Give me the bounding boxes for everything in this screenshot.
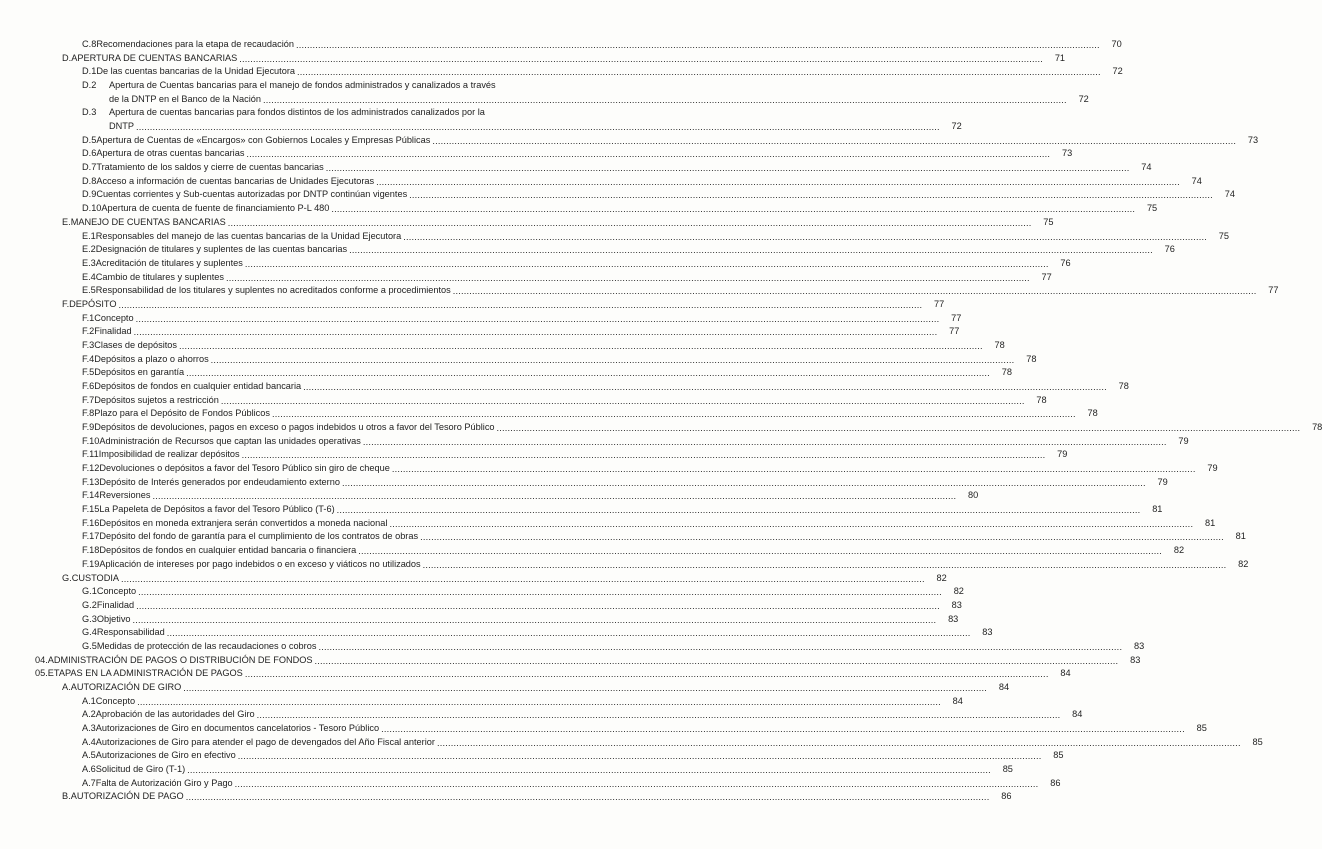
- toc-entry-page: 81: [1235, 531, 1246, 542]
- toc-entry: [82, 749, 1064, 761]
- toc-entry: [82, 175, 1202, 187]
- dot-leader: [297, 66, 1101, 76]
- toc-entry-page: 70: [1111, 39, 1122, 49]
- toc-entry: [82, 695, 963, 707]
- toc-entry-title: Depósito del fondo de garantía para el cumplimiento de los contratos de obras: [99, 531, 419, 542]
- toc-entry-page: 73: [1247, 134, 1259, 145]
- dot-leader: [226, 272, 1030, 282]
- toc-entry-code: 04.: [35, 654, 48, 665]
- dot-leader: [235, 778, 1039, 788]
- toc-entry: [82, 708, 1083, 720]
- toc-entry-code: 05.: [35, 668, 48, 679]
- dot-leader: [245, 258, 1049, 268]
- toc-entry-page: 75: [1218, 230, 1229, 241]
- toc-entry-code: B.: [62, 791, 71, 802]
- toc-entry-title: Finalidad: [94, 326, 132, 337]
- toc-entry-title: Apertura de Cuentas de «Encargos» con Gobiernos Locales y Empresas Públicas: [96, 134, 431, 145]
- toc-entry-title: Plazo para el Depósito de Fondos Públicos: [94, 408, 270, 419]
- toc-entry: [82, 722, 1207, 734]
- toc-entry-code: G.1: [82, 586, 97, 597]
- toc-entry-code: F.13: [82, 476, 100, 487]
- toc-entry: [82, 339, 1005, 351]
- toc-entry: [82, 530, 1246, 542]
- toc-entry: [82, 284, 1279, 296]
- toc-entry-title: Devoluciones o depósitos a favor del Tesoro Público sin giro de cheque: [99, 463, 390, 474]
- toc-entry-page: 76: [1060, 257, 1071, 268]
- dot-leader: [453, 285, 1257, 295]
- toc-entry-page: 84: [1060, 668, 1071, 679]
- toc-entry: [82, 558, 1249, 570]
- toc-entry: [82, 271, 1052, 283]
- toc-entry-code: E.: [62, 216, 71, 227]
- toc-entry-page: 84: [952, 695, 963, 706]
- toc-entry-page: 78: [1026, 353, 1037, 364]
- dot-leader: [136, 121, 940, 131]
- toc-entry-page: 75: [1146, 203, 1158, 214]
- toc-entry: [82, 462, 1218, 474]
- toc-entry-title: AUTORIZACIÓN DE PAGO: [70, 791, 184, 802]
- toc-entry: [82, 134, 1259, 146]
- toc-entry-title: Reversiones: [99, 490, 151, 501]
- dot-leader: [211, 354, 1015, 364]
- toc-entry-title: AUTORIZACIÓN DE GIRO: [70, 681, 182, 692]
- dot-leader: [272, 408, 1076, 418]
- toc-entry-page: 83: [1130, 654, 1141, 665]
- toc-entry-title: Responsabilidad de los titulares y suplentes no acreditados conforme a procedimientos: [95, 285, 451, 296]
- toc-entry-title: Concepto: [95, 695, 136, 706]
- toc-entry-title: DNTP: [109, 121, 135, 132]
- dot-leader: [186, 367, 990, 377]
- toc-entry-title: MANEJO DE CUENTAS BANCARIAS: [70, 216, 226, 227]
- toc-entry-code: A.5: [82, 750, 96, 761]
- toc-entry-page: 74: [1224, 189, 1235, 200]
- toc-entry-title: Aplicación de intereses por pago indebidos o en exceso y viáticos no utilizados: [99, 558, 421, 569]
- toc-entry: [35, 667, 1071, 679]
- toc-entry-code: E.3: [82, 257, 96, 268]
- toc-entry-title: Autorizaciones de Giro para atender el pago de devengados del Año Fiscal anterior: [95, 736, 435, 747]
- toc-entry: [82, 407, 1098, 419]
- toc-entry-code: F.2: [82, 326, 95, 337]
- toc-entry-title: Apertura de cuentas bancarias para fondos distintos de los administrados canalizados por la: [109, 107, 485, 118]
- toc-entry-code: F.4: [82, 353, 95, 364]
- toc-entry-code: F.5: [82, 367, 95, 378]
- dot-leader: [239, 53, 1043, 63]
- toc-entry-title: APERTURA DE CUENTAS BANCARIAS: [71, 52, 238, 63]
- toc-entry-page: 73: [1061, 148, 1073, 159]
- toc-entry-title: Acceso a información de cuentas bancarias de Unidades Ejecutoras: [96, 175, 375, 186]
- toc-entry-page: 85: [1252, 736, 1263, 747]
- toc-entry-page: 86: [1050, 777, 1061, 788]
- toc-entry: [82, 435, 1189, 447]
- toc-entry-title: Objetivo: [96, 613, 131, 624]
- toc-entry-code: F.1: [82, 312, 95, 323]
- dot-leader: [136, 600, 940, 610]
- dot-leader: [392, 463, 1196, 473]
- dot-leader: [167, 627, 971, 637]
- toc-entry: [82, 380, 1129, 392]
- toc-entry-title: DEPÓSITO: [69, 298, 117, 309]
- toc-entry: [82, 640, 1145, 652]
- toc-entry-code: F.12: [82, 463, 100, 474]
- toc-entry-page: 85: [1196, 723, 1207, 733]
- toc-entry-code: D.9: [82, 189, 97, 200]
- toc-entry: [82, 38, 1122, 50]
- toc-entry-title: Acreditación de titulares y suplentes: [95, 257, 243, 268]
- dot-leader: [318, 641, 1122, 651]
- toc-entry: [82, 626, 993, 638]
- dot-leader: [138, 586, 942, 596]
- dot-leader: [376, 176, 1180, 186]
- dot-leader: [409, 189, 1213, 199]
- toc-entry-code: A.3: [82, 723, 96, 733]
- dot-leader: [245, 668, 1049, 678]
- toc-entry-page: 74: [1141, 162, 1152, 173]
- toc-entry: [82, 202, 1158, 214]
- toc-entry-title: Depósitos de devoluciones, pagos en exceso o pagos indebidos u otros a favor del Tesoro Público: [94, 422, 495, 433]
- toc-entry-code: F.8: [82, 408, 95, 419]
- toc-entry-page: 76: [1164, 244, 1175, 255]
- toc-entry: [82, 161, 1152, 173]
- toc-entry-code: D.3: [82, 107, 97, 118]
- toc-entry-title: ETAPAS EN LA ADMINISTRACIÓN DE PAGOS: [47, 668, 243, 679]
- toc-entry-title: Medidas de protección de las recaudaciones o cobros: [96, 640, 317, 651]
- toc-entry-title: Depósitos de fondos en cualquier entidad bancaria: [94, 381, 302, 391]
- toc-entry-title: CUSTODIA: [71, 572, 120, 583]
- toc-entry-code: A.4: [82, 736, 96, 747]
- toc-entry-title: Apertura de otras cuentas bancarias: [96, 148, 245, 159]
- toc-entry-title: Cambio de titulares y suplentes: [95, 271, 224, 282]
- toc-entry: [82, 230, 1229, 242]
- toc-entry: [82, 476, 1168, 488]
- dot-leader: [238, 750, 1042, 760]
- toc-entry: [82, 106, 560, 118]
- toc-entry-code: F.19: [82, 558, 100, 569]
- toc-entry-code: F.11: [82, 449, 99, 460]
- toc-entry: [82, 243, 1175, 255]
- toc-entry-code: G.2: [82, 599, 97, 610]
- toc-entry-page: 81: [1152, 504, 1163, 515]
- toc-entry-title: Recomendaciones para la etapa de recaudación: [96, 39, 294, 49]
- dot-leader: [183, 682, 987, 692]
- toc-entry: [82, 544, 1185, 556]
- toc-entry-code: D.: [62, 52, 72, 63]
- toc-entry-page: 77: [949, 326, 960, 337]
- dot-leader: [331, 203, 1135, 213]
- dot-leader: [381, 723, 1185, 733]
- toc-entry-page: 72: [951, 121, 962, 132]
- toc-entry-title: Concepto: [94, 312, 134, 323]
- toc-entry-page: 84: [1072, 709, 1083, 720]
- dot-leader: [137, 696, 941, 706]
- toc-entry: [62, 216, 1054, 228]
- dot-leader: [363, 436, 1167, 446]
- toc-entry-page: 72: [1112, 66, 1123, 77]
- toc-entry: [62, 572, 947, 584]
- dot-leader: [221, 395, 1025, 405]
- toc-entry-title: Concepto: [96, 586, 137, 597]
- toc-entry-page: 78: [1312, 422, 1322, 433]
- toc-entry-code: D.10: [82, 203, 102, 214]
- toc-entry-page: 86: [1001, 791, 1012, 802]
- toc-entry: [82, 517, 1216, 529]
- toc-entry-code: G.: [62, 572, 72, 583]
- toc-entry-page: 83: [1133, 640, 1145, 651]
- toc-entry-title: Apertura de cuenta de fuente de financiamiento P-L 480: [101, 203, 330, 214]
- toc-entry-title: Designación de titulares y suplentes de las cuentas bancarias: [95, 244, 348, 255]
- toc-entry-code: E.1: [82, 230, 96, 241]
- toc-entry-title: Depósitos en garantía: [94, 367, 185, 378]
- toc-entry: [35, 654, 1141, 666]
- toc-entry-code: F.16: [82, 517, 100, 528]
- toc-entry: [82, 312, 962, 324]
- toc-entry-title: Administración de Recursos que captan las unidades operativas: [99, 435, 361, 446]
- toc-entry-page: 72: [1078, 93, 1089, 104]
- toc-entry-page: 79: [1178, 435, 1189, 446]
- toc-entry-page: 83: [951, 599, 962, 610]
- dot-leader: [179, 340, 983, 350]
- toc-entry-code: G.3: [82, 613, 97, 624]
- dot-leader: [136, 313, 940, 323]
- toc-entry-title: De las cuentas bancarias de la Unidad Ejecutora: [96, 66, 295, 77]
- toc-entry-page: 78: [1001, 367, 1012, 378]
- toc-entry-code: D.8: [82, 175, 97, 186]
- toc-entry-title: Imposibilidad de realizar depósitos: [98, 449, 240, 460]
- toc-entry-title: Clases de depósitos: [94, 339, 178, 350]
- toc-entry-title: Solicitud de Giro (T-1): [95, 764, 186, 775]
- toc-entry: [82, 585, 964, 597]
- toc-entry: [82, 421, 1322, 433]
- toc-entry-code: E.4: [82, 271, 96, 282]
- toc-entry-page: 75: [1043, 216, 1054, 227]
- toc-entry-page: 78: [1118, 381, 1129, 391]
- toc-entry-code: A.7: [82, 777, 96, 788]
- toc-entry: [82, 489, 979, 501]
- dot-leader: [263, 94, 1067, 104]
- dot-leader: [133, 614, 937, 624]
- toc-entry-title: Depósitos de fondos en cualquier entidad bancaria o financiera: [99, 545, 357, 556]
- toc-entry: [82, 353, 1037, 365]
- toc-entry-code: C.8: [82, 39, 97, 49]
- dot-leader: [358, 545, 1162, 555]
- toc-entry-title: Depósitos sujetos a restricción: [94, 394, 219, 405]
- toc-entry-page: 78: [1036, 394, 1047, 405]
- toc-entry-code: F.15: [82, 504, 100, 515]
- toc-entry-code: G.5: [82, 640, 97, 651]
- toc-entry-title: Apertura de Cuentas bancarias para el manejo de fondos administrados y canalizados a través: [109, 80, 496, 91]
- toc-entry-code: F.9: [82, 422, 95, 433]
- toc-entry-page: 79: [1207, 463, 1218, 474]
- toc-entry-page: 82: [953, 586, 964, 597]
- dot-leader: [228, 217, 1032, 227]
- dot-leader: [342, 477, 1146, 487]
- toc-entry-page: 78: [994, 339, 1005, 350]
- toc-entry-code: D.2: [82, 80, 97, 91]
- toc-entry-title: Falta de Autorización Giro y Pago: [95, 777, 233, 788]
- toc-entry-title: Responsabilidad: [96, 627, 165, 638]
- toc-entry-code: F.7: [82, 394, 95, 405]
- toc-entry-code: F.14: [82, 490, 100, 501]
- toc-entry-page: 77: [951, 312, 962, 323]
- toc-entry-page: 81: [1204, 517, 1216, 528]
- dot-leader: [134, 326, 938, 336]
- toc-entry-title: La Papeleta de Depósitos a favor del Tesoro Público (T-6): [99, 504, 335, 515]
- toc-entry-code: F.17: [82, 531, 100, 542]
- toc-entry-title: Depósitos en moneda extranjera serán convertidos a moneda nacional: [99, 517, 388, 528]
- dot-leader: [432, 135, 1236, 145]
- dot-leader: [497, 422, 1301, 432]
- toc-entry: [82, 147, 1073, 159]
- toc-entry-page: 84: [998, 681, 1010, 692]
- toc-entry-title: Depósitos a plazo o ahorros: [94, 353, 209, 364]
- toc-entry-page: 79: [1057, 449, 1068, 460]
- toc-entry: [82, 736, 1263, 748]
- dot-leader: [257, 709, 1061, 719]
- dot-leader: [420, 531, 1224, 541]
- toc-entry-code: E.5: [82, 285, 96, 296]
- toc-entry: [109, 120, 962, 132]
- toc-entry-code: A.2: [82, 709, 96, 720]
- dot-leader: [242, 449, 1046, 459]
- toc-entry-page: 85: [1002, 764, 1013, 775]
- toc-entry: [62, 681, 1010, 693]
- toc-entry-code: D.5: [82, 134, 97, 145]
- toc-entry-title: Tratamiento de los saldos y cierre de cuentas bancarias: [96, 162, 324, 173]
- toc-entry: [82, 599, 962, 611]
- dot-leader: [337, 504, 1141, 514]
- toc-entry: [82, 394, 1047, 406]
- dot-leader: [315, 655, 1119, 665]
- toc-entry-code: A.6: [82, 764, 96, 775]
- toc-entry: [82, 366, 1012, 378]
- dot-leader: [349, 244, 1153, 254]
- toc-entry-page: 82: [1173, 545, 1185, 556]
- toc-entry-title: Autorizaciones de Giro en efectivo: [95, 750, 236, 761]
- toc-entry: [62, 298, 945, 310]
- toc-entry: [82, 188, 1235, 200]
- toc-entry: [82, 448, 1068, 460]
- dot-leader: [303, 381, 1107, 391]
- toc-entry: [82, 777, 1061, 789]
- toc-entry-page: 82: [1238, 558, 1249, 569]
- toc-entry-code: A.: [62, 681, 71, 692]
- toc-entry: [82, 65, 1123, 77]
- toc-entry-page: 82: [936, 572, 947, 583]
- toc-entry-code: F.6: [82, 381, 95, 391]
- toc-entry-title: Autorizaciones de Giro en documentos cancelatorios - Tesoro Público: [95, 723, 380, 733]
- toc-entry-code: F.10: [82, 435, 100, 446]
- toc-entry-code: A.1: [82, 695, 96, 706]
- toc-entry-page: 80: [967, 490, 979, 501]
- dot-leader: [389, 518, 1193, 528]
- toc-entry: [82, 763, 1013, 775]
- toc-entry: [109, 93, 1089, 105]
- toc-entry-page: 83: [982, 627, 993, 638]
- toc-entry-title: ADMINISTRACIÓN DE PAGOS O DISTRIBUCIÓN DE FONDOS: [47, 654, 313, 665]
- toc-entry-code: F.: [62, 298, 70, 309]
- toc-entry-code: F.3: [82, 339, 95, 350]
- toc-entry-code: D.1: [82, 66, 97, 77]
- toc-entry-code: D.7: [82, 162, 97, 173]
- dot-leader: [437, 737, 1241, 747]
- toc-entry-title: Depósito de Interés generados por endeudamiento externo: [99, 476, 340, 487]
- toc-entry-code: F.18: [82, 545, 100, 556]
- toc-entry-title: Cuentas corrientes y Sub-cuentas autorizadas por DNTP continúan vigentes: [96, 189, 408, 200]
- toc-entry-page: 79: [1157, 476, 1168, 487]
- toc-entry: [82, 79, 560, 91]
- dot-leader: [403, 231, 1207, 241]
- toc-entry-page: 77: [1041, 271, 1052, 282]
- dot-leader: [423, 559, 1227, 569]
- toc-entry-title: Responsables del manejo de las cuentas bancarias de la Unidad Ejecutora: [95, 230, 402, 241]
- toc-entry: [82, 325, 960, 337]
- dot-leader: [296, 39, 1100, 49]
- dot-leader: [326, 162, 1130, 172]
- dot-leader: [152, 490, 956, 500]
- dot-leader: [187, 764, 991, 774]
- toc-entry-title: Finalidad: [96, 599, 135, 610]
- toc-entry: [62, 790, 1012, 802]
- toc-entry: [82, 613, 959, 625]
- toc-entry-code: G.4: [82, 627, 97, 638]
- toc-entry-page: 77: [934, 298, 945, 309]
- toc-entry-page: 71: [1054, 52, 1066, 63]
- dot-leader: [186, 791, 990, 801]
- dot-leader: [118, 299, 922, 309]
- toc-entry-page: 74: [1191, 175, 1202, 186]
- toc-entry-page: 78: [1087, 408, 1098, 419]
- toc-entry-page: 83: [948, 613, 959, 624]
- toc-entry: [82, 503, 1163, 515]
- toc-entry: [62, 52, 1066, 64]
- dot-leader: [246, 148, 1050, 158]
- toc-entry-title: de la DNTP en el Banco de la Nación: [109, 93, 262, 104]
- toc-entry-title: Aprobación de las autoridades del Giro: [95, 709, 255, 720]
- toc-entry-code: D.6: [82, 148, 97, 159]
- toc-entry-code: E.2: [82, 244, 96, 255]
- toc-entry-page: 85: [1053, 750, 1064, 761]
- toc-entry: [82, 257, 1071, 269]
- toc-entry-page: 77: [1268, 285, 1279, 296]
- dot-leader: [121, 573, 925, 583]
